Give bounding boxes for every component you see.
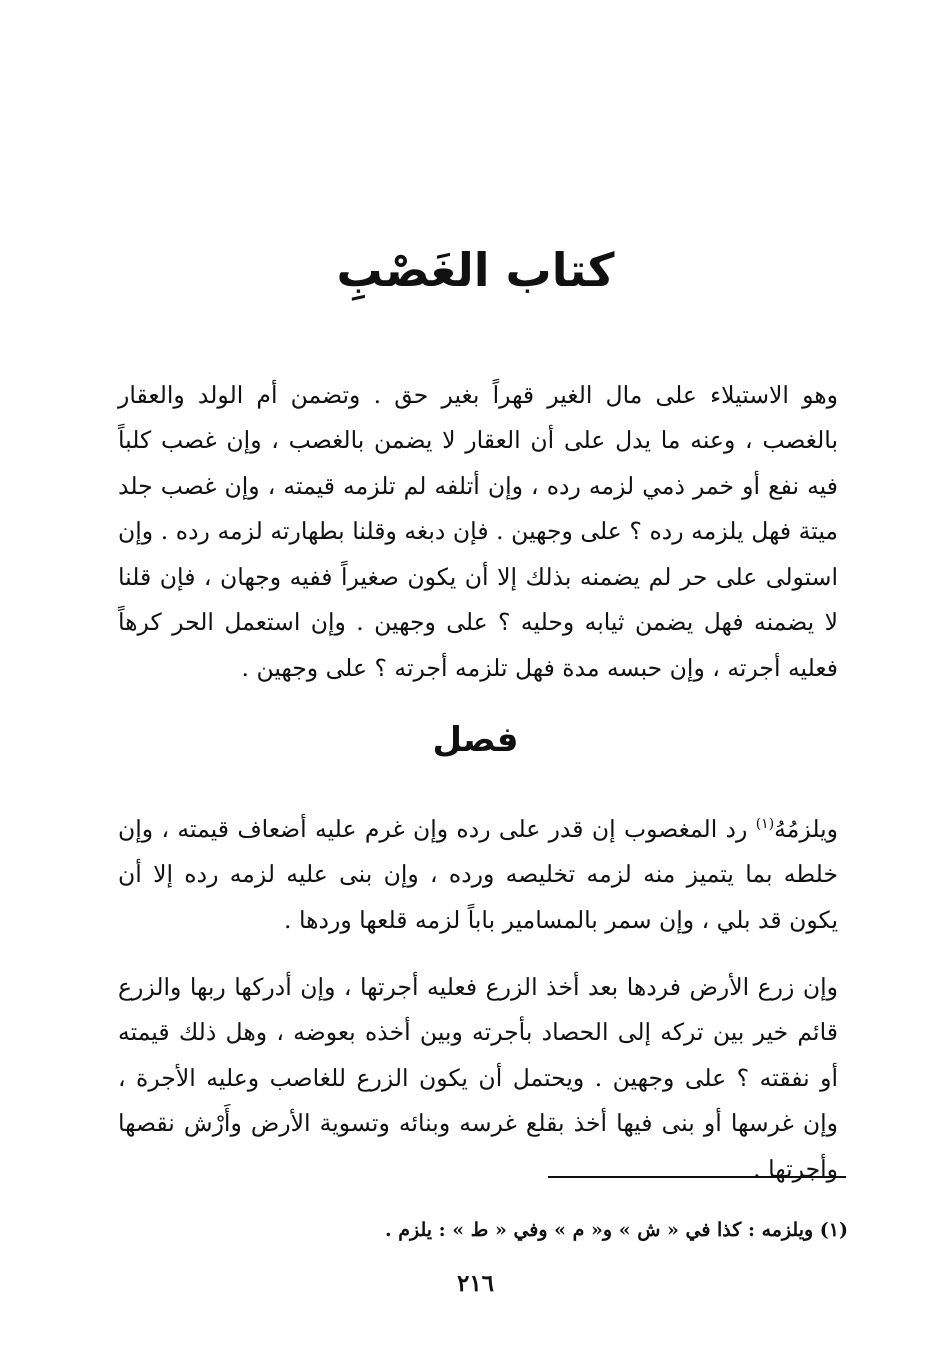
paragraph-1: وهو الاستيلاء على مال الغير قهراً بغير حق . وتضمن أم الولد والعقار بالغصب ، وعنه ما يدل على أن العقار لا يضمن بالغصب ، وإن غصب كلباً فيه نفع أو خمر ذمي لزمه رده ، وإن أتلفه لم تلزمه قيمته ، وإن غصب جلد ميتة فهل يلزمه رده ؟ على وجهين . فإن دبغه وقلنا بطهارته لزمه رده . وإن استولى على حر لم يضمنه بذلك إلا أن يكون صغيراً ففيه وجهان ، فإن قلنا لا يضمنه فهل يضمن ثيابه وحليه ؟ على وجهين . وإن استعمل الحر كرهاً فعليه أجرته ، وإن حبسه مدة فهل تلزمه أجرته ؟ على وجهين .: [118, 380, 838, 682]
paragraph-2-rest: رد المغصوب إن قدر على رده وإن غرم عليه أضعاف قيمته ، وإن خلطه بما يتميز منه لزمه تخليصه ورده ، وإن بنى عليه لزمه رده إلا أن يكون قد بلي ، وإن سمر بالمسامير باباً لزمه قلعها وردها .: [118, 814, 838, 934]
page-number: ٢١٦: [456, 1270, 495, 1297]
footnote: (١) ويلزمه : كذا في « ش » و« م » وفي « ط » : يلزم .: [385, 1219, 848, 1241]
paragraph-2-start: ويلزمُهُ: [774, 814, 838, 843]
paragraph-3: وإن زرع الأرض فردها بعد أخذ الزرع فعليه أجرتها ، وإن أدركها ربها والزرع قائم خير بين تركه إلى الحصاد بأجرته وبين أخذه بعوضه ، وهل ذلك قيمته أو نفقته ؟ على وجهين . ويحتمل أن يكون الزرع للغاصب وعليه الأجرة ، وإن غرسها أو بنى فيها أخذ بقلع غرسه وبنائه وتسوية الأرض وأَرْش نقصها وأجرتها .: [118, 972, 838, 1183]
paragraph-2: [118, 807, 838, 944]
footnote-divider: [548, 1176, 846, 1178]
chapter-title: كتاب الغَصْبِ: [336, 243, 615, 297]
footnote-reference: (١): [755, 815, 775, 832]
section-title: فصل: [432, 720, 519, 760]
